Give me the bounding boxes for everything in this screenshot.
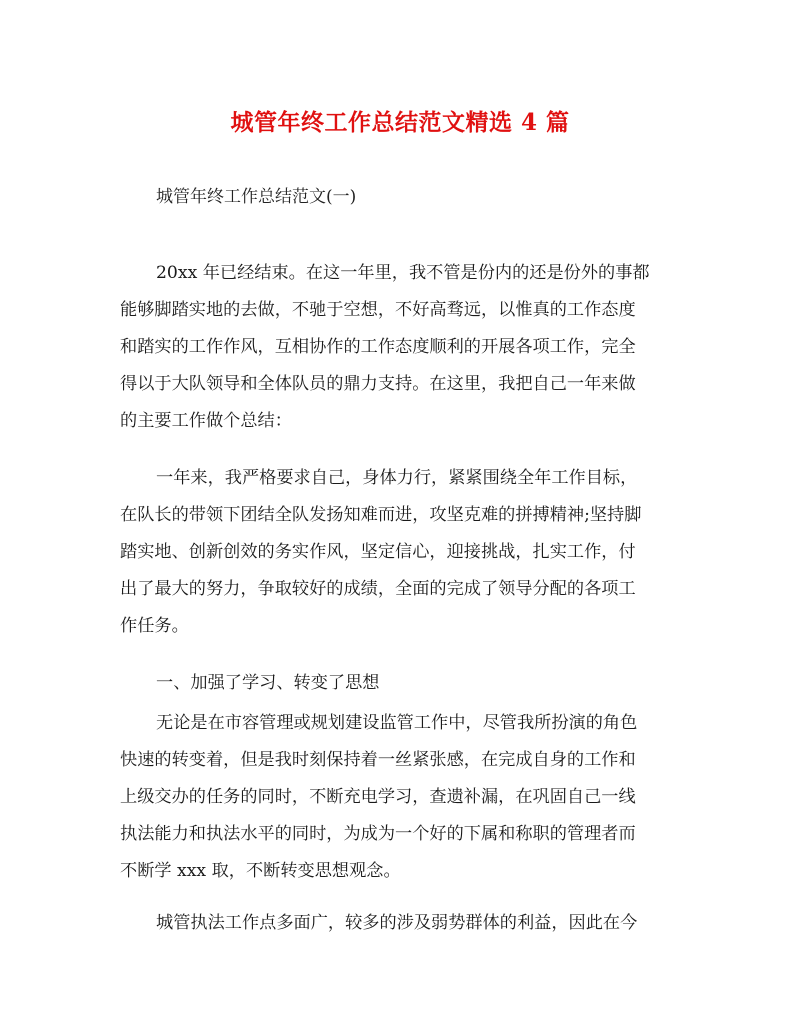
section-heading-line: 一、加强了学习、转变了思想 [156,673,380,693]
paragraph-line: 一年来，我严格要求自己，身体力行，紧紧围绕全年工作目标， [156,468,638,488]
document-title: 城管年终工作总结范文精选 4 篇 [230,109,570,136]
paragraph-line: 得以于大队领导和全体队员的鼎力支持。在这里，我把自己一年来做 [120,374,636,394]
section-heading: 城管年终工作总结范文(一) [156,187,357,207]
paragraph-line: 20xx 年已经结束。在这一年里，我不管是份内的还是份外的事都 [156,263,650,283]
paragraph-line: 城管执法工作点多面广，较多的涉及弱势群体的利益，因此在今 [156,913,638,933]
paragraph-line: 踏实地、创新创效的务实作风，坚定信心，迎接挑战，扎实工作，付 [120,542,636,562]
paragraph-line: 在队长的带领下团结全队发扬知难而进，攻坚克难的拼搏精神;坚持脚 [120,505,642,525]
paragraph-line: 出了最大的努力，争取较好的成绩，全面的完成了领导分配的各项工 [120,579,636,599]
paragraph-line: 能够脚踏实地的去做，不驰于空想，不好高骛远，以惟真的工作态度 [120,300,636,320]
paragraph-line: 无论是在市容管理或规划建设监管工作中，尽管我所扮演的角色 [156,713,638,733]
paragraph-line: 和踏实的工作作风，互相协作的工作态度顺利的开展各项工作，完全 [120,337,636,357]
paragraph-line: 执法能力和执法水平的同时，为成为一个好的下属和称职的管理者而 [120,824,636,844]
paragraph-line: 不断学 xxx 取，不断转变思想观念。 [120,861,401,881]
paragraph-line: 作任务。 [120,616,189,636]
paragraph-line: 上级交办的任务的同时，不断充电学习，查遗补漏，在巩固自己一线 [120,787,636,807]
paragraph-line: 快速的转变着，但是我时刻保持着一丝紧张感，在完成自身的工作和 [120,750,636,770]
paragraph-line: 的主要工作做个总结： [120,411,292,431]
